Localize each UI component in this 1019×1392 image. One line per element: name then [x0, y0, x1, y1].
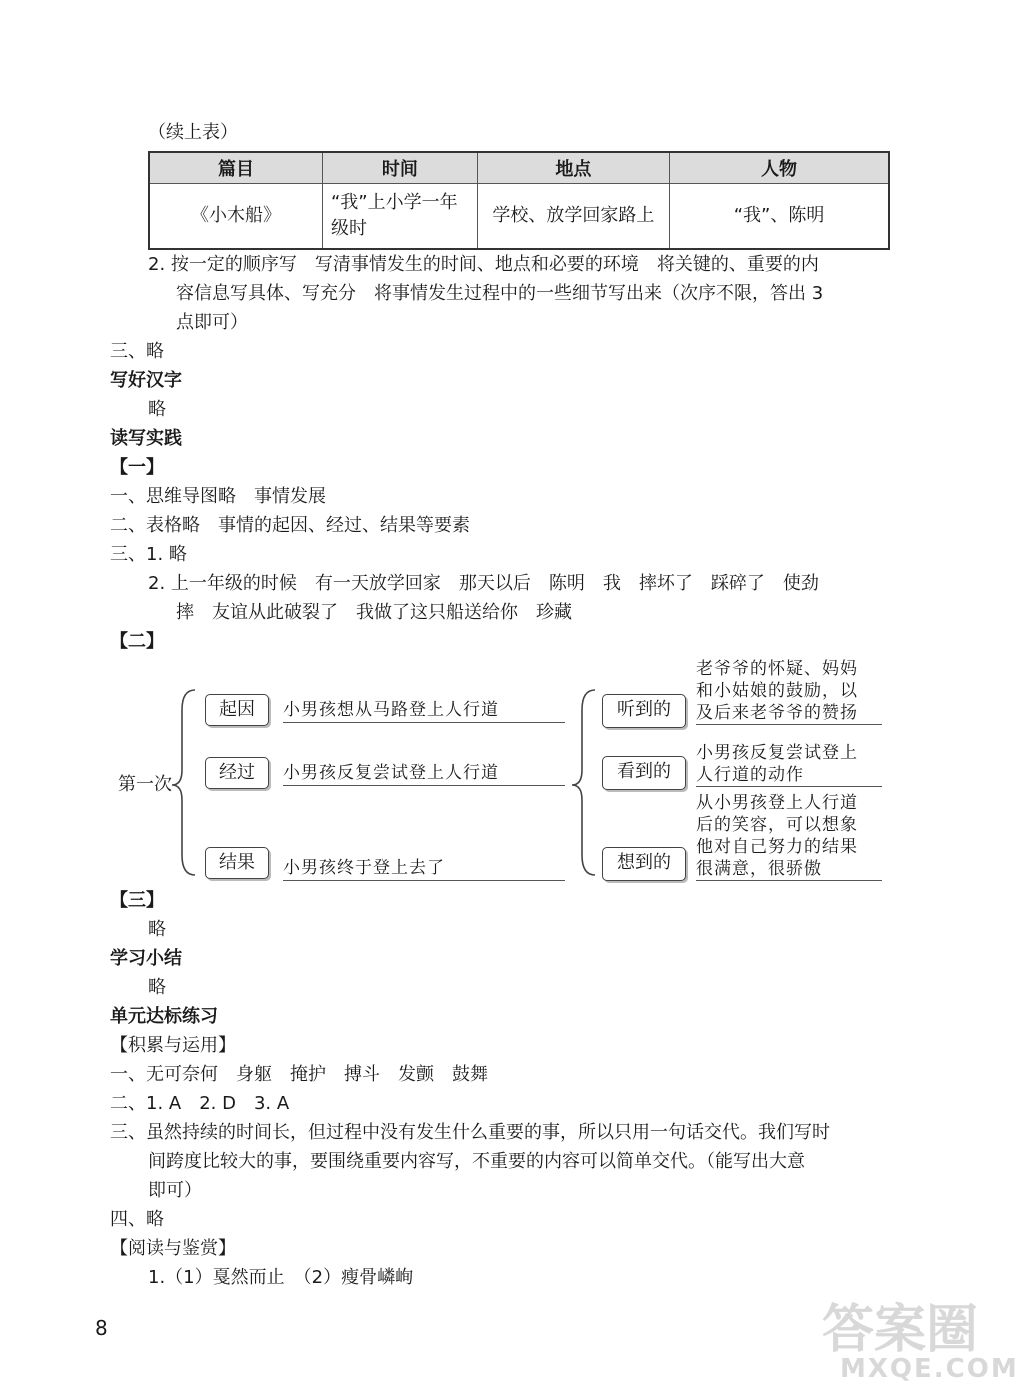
answer-line: 2. 上一年级的时候 有一天放学回家 那天以后 陈明 我 摔坏了 踩碎了 使劲: [148, 573, 819, 594]
answer-line: 略: [148, 977, 166, 998]
process-text: 小男孩反复尝试登上人行道: [283, 761, 565, 786]
process-box: 经过: [205, 757, 269, 789]
heard-line: 和小姑娘的鼓励，以: [696, 681, 858, 701]
section-heading: 读写实践: [110, 428, 182, 449]
watermark-url: MXQE.COM: [840, 1354, 1019, 1384]
answer-line: 一、无可奈何 身躯 掩护 搏斗 发颤 鼓舞: [110, 1064, 488, 1085]
subsection-heading: 【二】: [110, 631, 164, 652]
thought-text: [696, 792, 882, 881]
answer-line: 一、思维导图略 事情发展: [110, 486, 326, 507]
answer-line: 点即可）: [176, 312, 248, 333]
header-title: 篇目: [149, 152, 322, 184]
cell-time: “我”上小学一年级时: [322, 184, 477, 250]
answer-line: 略: [148, 919, 166, 940]
answer-line: 二、1. A 2. D 3. A: [110, 1093, 290, 1114]
section-heading: 单元达标练习: [110, 1006, 218, 1027]
seen-line: 人行道的动作: [696, 765, 804, 785]
subsection-heading: 【阅读与鉴赏】: [110, 1238, 236, 1259]
answer-line: 略: [148, 399, 166, 420]
answer-line: 容信息写具体、写充分 将事情发生过程中的一些细节写出来（次序不限，答出 3: [176, 283, 824, 304]
cell-people: “我”、陈明: [670, 184, 889, 250]
thought-line: 后的笑容，可以想象: [696, 815, 858, 835]
cell-place: 学校、放学回家路上: [477, 184, 669, 250]
answer-line: 三、虽然持续的时间长，但过程中没有发生什么重要的事，所以只用一句话交代。我们写时: [110, 1122, 830, 1143]
thought-box: 想到的: [602, 847, 686, 881]
section-heading: 写好汉字: [110, 370, 182, 391]
result-box: 结果: [205, 847, 269, 879]
thought-line: 从小男孩登上人行道: [696, 793, 858, 813]
cause-box: 起因: [205, 694, 269, 726]
subsection-heading: 【积累与运用】: [110, 1035, 236, 1056]
answer-line: 即可）: [148, 1180, 202, 1201]
answer-line: 二、表格略 事情的起因、经过、结果等要素: [110, 515, 470, 536]
heard-box: 听到的: [602, 694, 686, 728]
cause-text: 小男孩想从马路登上人行道: [283, 698, 565, 723]
heard-line: 及后来老爷爷的赞扬: [696, 703, 858, 723]
section-heading: 学习小结: [110, 948, 182, 969]
seen-line: 小男孩反复尝试登上: [696, 743, 858, 763]
page-number: 8: [95, 1316, 108, 1340]
answer-line: 四、略: [110, 1209, 164, 1230]
seen-text: [696, 742, 882, 787]
result-text: 小男孩终于登上去了: [283, 856, 565, 881]
answer-line: 三、略: [110, 341, 164, 362]
thought-line: 他对自己努力的结果: [696, 837, 858, 857]
heard-text: [696, 658, 882, 725]
header-time: 时间: [322, 152, 477, 184]
table-caption: （续上表）: [148, 122, 238, 143]
subsection-heading: 【一】: [110, 457, 164, 478]
seen-box: 看到的: [602, 756, 686, 790]
answer-line: 1.（1）戛然而止 （2）瘦骨嶙峋: [148, 1267, 414, 1288]
header-people: 人物: [670, 152, 889, 184]
answer-line: 三、1. 略: [110, 544, 187, 565]
answer-line: 间跨度比较大的事，要围绕重要内容写，不重要的内容可以简单交代。（能写出大意: [148, 1151, 805, 1172]
thought-line: 很满意，很骄傲: [696, 859, 822, 879]
subsection-heading: 【三】: [110, 890, 164, 911]
answer-line: 2. 按一定的顺序写 写清事情发生的时间、地点和必要的环境 将关键的、重要的内: [148, 254, 819, 275]
diagram-root-label: 第一次: [118, 774, 172, 795]
watermark-logo: 答案圈: [822, 1300, 979, 1360]
header-place: 地点: [477, 152, 669, 184]
cell-title: 《小木船》: [149, 184, 322, 250]
heard-line: 老爷爷的怀疑、妈妈: [696, 659, 858, 679]
answer-line: 摔 友谊从此破裂了 我做了这只船送给你 珍藏: [176, 602, 572, 623]
